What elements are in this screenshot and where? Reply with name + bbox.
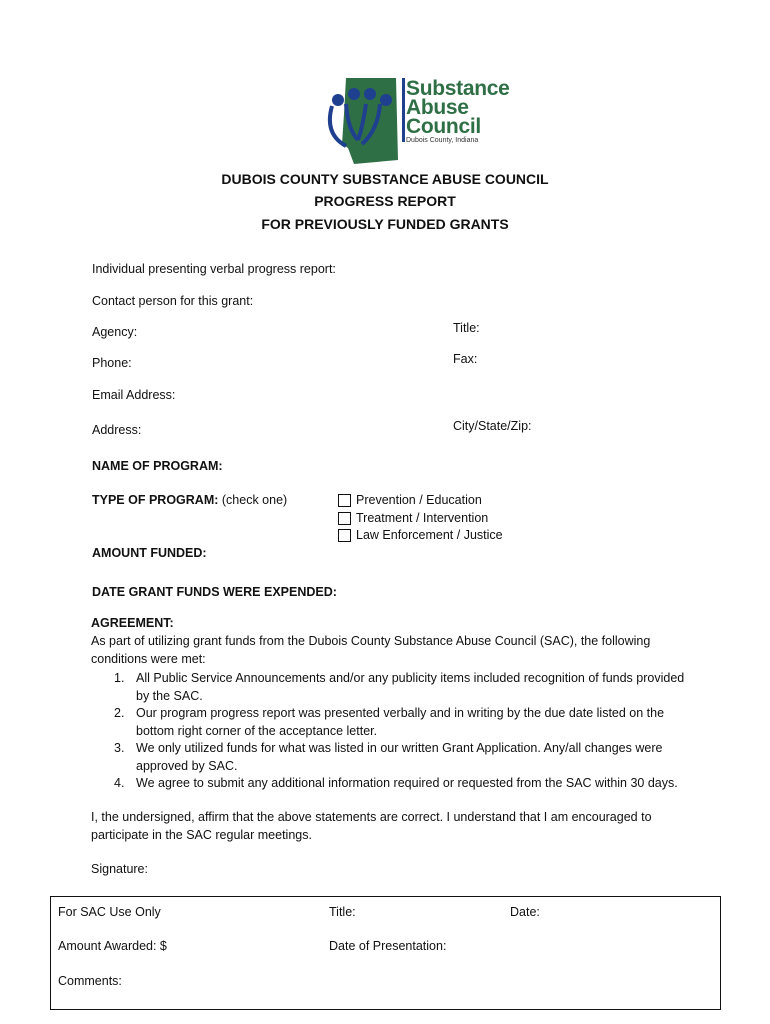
fax-label: Fax: — [453, 352, 478, 366]
sac-use-only-box — [50, 896, 721, 1010]
checkbox-treatment[interactable] — [338, 512, 351, 525]
agreement-item-number: 3. — [114, 741, 125, 755]
document-title-line-1: DUBOIS COUNTY SUBSTANCE ABUSE COUNCIL — [221, 171, 549, 187]
agreement-intro: As part of utilizing grant funds from the Dubois County Substance Abuse Council (SAC), the following conditions were met: — [91, 634, 651, 666]
agreement-item-text: We agree to submit any additional information required or requested from the SAC within 30 days. — [136, 776, 678, 790]
affirmation-text: I, the undersigned, affirm that the above statements are correct. I understand that I am encouraged to participate in the SAC regular meetings. — [91, 810, 652, 842]
agency-label: Agency: — [92, 325, 138, 339]
program-type-label — [92, 493, 287, 507]
option-label-prevention: Prevention / Education — [356, 493, 482, 507]
phone-label: Phone: — [92, 356, 132, 370]
agreement-item-number: 4. — [114, 776, 125, 790]
sac-use-only-label: For SAC Use Only — [58, 905, 161, 919]
amount-funded-label: AMOUNT FUNDED: — [92, 546, 207, 560]
agreement-item-text: We only utilized funds for what was listed in our written Grant Application. Any/all changes were approved by SAC. — [136, 741, 663, 773]
checkbox-prevention[interactable] — [338, 494, 351, 507]
program-type-option-law-enforcement[interactable] — [338, 527, 503, 543]
title-label: Title: — [453, 321, 480, 335]
contact-person-label: Contact person for this grant: — [92, 294, 254, 308]
program-type-option-prevention[interactable] — [338, 492, 482, 508]
agreement-item-text: All Public Service Announcements and/or any publicity items included recognition of funds provided by the SAC. — [136, 671, 685, 703]
option-label-law-enforcement: Law Enforcement / Justice — [356, 528, 503, 542]
city-state-zip-label: City/State/Zip: — [453, 419, 532, 433]
logo-line-3: Council — [406, 115, 481, 138]
option-label-treatment: Treatment / Intervention — [356, 511, 489, 525]
date-of-presentation-label: Date of Presentation: — [329, 939, 447, 953]
date-expended-label: DATE GRANT FUNDS WERE EXPENDED: — [92, 585, 337, 599]
logo-wordmark — [406, 79, 510, 136]
signature-label: Signature: — [91, 862, 148, 876]
program-type-option-treatment[interactable] — [338, 510, 488, 526]
document-title-line-3: FOR PREVIOUSLY FUNDED GRANTS — [261, 216, 509, 232]
agreement-item-number: 2. — [114, 706, 125, 720]
checkbox-law-enforcement[interactable] — [338, 529, 351, 542]
logo-line-1: Substance — [406, 77, 510, 100]
document-title-line-2: PROGRESS REPORT — [314, 193, 456, 209]
presenter-label: Individual presenting verbal progress report: — [92, 262, 336, 276]
amount-awarded-label: Amount Awarded: $ — [58, 939, 167, 953]
logo-line-2: Abuse — [406, 96, 469, 119]
comments-label: Comments: — [58, 974, 122, 988]
agreement-item-number: 1. — [114, 671, 125, 685]
sac-date-label: Date: — [510, 905, 540, 919]
logo-subtitle: Dubois County, Indiana — [406, 137, 479, 144]
program-type-heading: TYPE OF PROGRAM: — [92, 493, 219, 507]
agreement-item-text: Our program progress report was presented verbally and in writing by the due date listed on the bottom right corner of the acceptance letter. — [136, 706, 665, 738]
program-type-hint: (check one) — [221, 493, 288, 507]
address-label: Address: — [92, 423, 142, 437]
program-name-label: NAME OF PROGRAM: — [92, 459, 223, 473]
sac-title-label: Title: — [329, 905, 356, 919]
email-label: Email Address: — [92, 388, 176, 402]
agreement-heading: AGREEMENT: — [91, 616, 174, 630]
